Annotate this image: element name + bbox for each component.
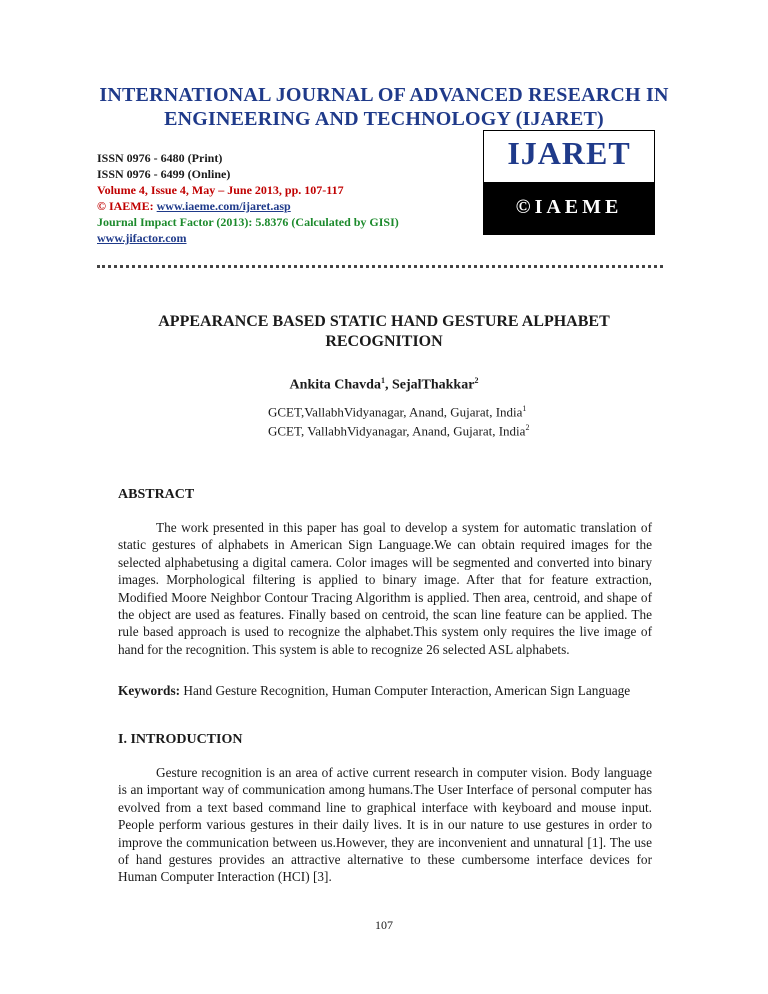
abstract-text: The work presented in this paper has goal to develop a system for automatic translation of static gestures of alphabets in American Sign Language.We can obtain required images for the selected alphabetusing a digital camera. Color images will be segmented and converted into binary images. Morphological filtering is applied to binary image. After that for feature extraction, Modified Moore Neighbor Contour Tracing Algorithm is applied. Then area, centroid, and shape of the object are used as features. Finally based on centroid, the scan line feature can be applied. The rule based approach is used to recognize the alphabet.This system only requires the live image of hand for the recognition. This system is able to recognize 26 selected ASL alphabets. (118, 520, 652, 657)
page-number: 107 (375, 918, 393, 932)
copyright-colon: : (149, 199, 157, 213)
journal-meta (97, 150, 399, 246)
logo-band-text: ©IAEME (515, 196, 623, 218)
copyright-line (97, 198, 399, 214)
introduction-body (118, 764, 652, 886)
author-2-sup: 2 (474, 376, 479, 385)
author-1: Ankita Chavda (289, 377, 381, 393)
introduction-heading: I. INTRODUCTION (118, 732, 243, 747)
journal-logo (483, 130, 655, 235)
author-1-sup: 1 (380, 376, 385, 385)
logo-band (484, 182, 654, 234)
keywords-label: Keywords: (118, 683, 181, 698)
keywords-text: Hand Gesture Recognition, Human Computer Interaction, American Sign Language (180, 683, 631, 698)
paper-title-line2: RECOGNITION (325, 333, 443, 350)
abstract-heading: ABSTRACT (118, 487, 195, 502)
abstract-body (118, 519, 652, 658)
affiliation-2-sup: 2 (525, 423, 530, 432)
author-2: SejalThakkar (391, 377, 475, 393)
journal-title-line1: INTERNATIONAL JOURNAL OF ADVANCED RESEARCH IN (99, 84, 669, 106)
affiliation-2-text: GCET, VallabhVidyanagar, Anand, Gujarat, India (268, 423, 526, 439)
impact-factor: Journal Impact Factor (2013): 5.8376 (Calculated by GISI) (97, 215, 399, 229)
affiliation-1-sup: 1 (522, 404, 527, 413)
paper-title (120, 312, 648, 352)
header-divider (97, 265, 663, 268)
issn-print: ISSN 0976 - 6480 (Print) (97, 151, 223, 165)
issn-online: ISSN 0976 - 6499 (Online) (97, 167, 231, 181)
logo-name: IJARET (507, 135, 631, 171)
jifactor-link[interactable]: www.jifactor.com (97, 231, 187, 245)
keywords (118, 682, 652, 699)
journal-website-link[interactable]: www.iaeme.com/ijaret.asp (156, 199, 291, 213)
paper-title-line1: APPEARANCE BASED STATIC HAND GESTURE ALPHABET (158, 313, 610, 330)
journal-title-line2: ENGINEERING AND TECHNOLOGY (IJARET) (164, 108, 604, 130)
affiliation-2 (268, 423, 529, 439)
affiliation-1 (268, 404, 526, 420)
copyright-prefix: © IAEME (97, 199, 150, 213)
author-separator: , (384, 377, 392, 393)
introduction-text: Gesture recognition is an area of active current research in computer vision. Body language is an important way of communication among humans.The User Interface of personal computer has evolved from a text based command line to graphical interface with keyboard and mouse input. People perform various gestures in their daily lives. It is in our nature to use gestures in order to improve the communication between us.However, they are inconvenient and unnatural [1]. The use of hand gestures provides an attractive alternative to these cumbersome interface devices for Human Computer Interaction (HCI) [3]. (118, 765, 652, 885)
authors (0, 376, 768, 394)
volume-info: Volume 4, Issue 4, May – June 2013, pp. 107-117 (97, 183, 344, 197)
affiliation-1-text: GCET,VallabhVidyanagar, Anand, Gujarat, India (268, 404, 523, 420)
journal-title (0, 83, 768, 131)
